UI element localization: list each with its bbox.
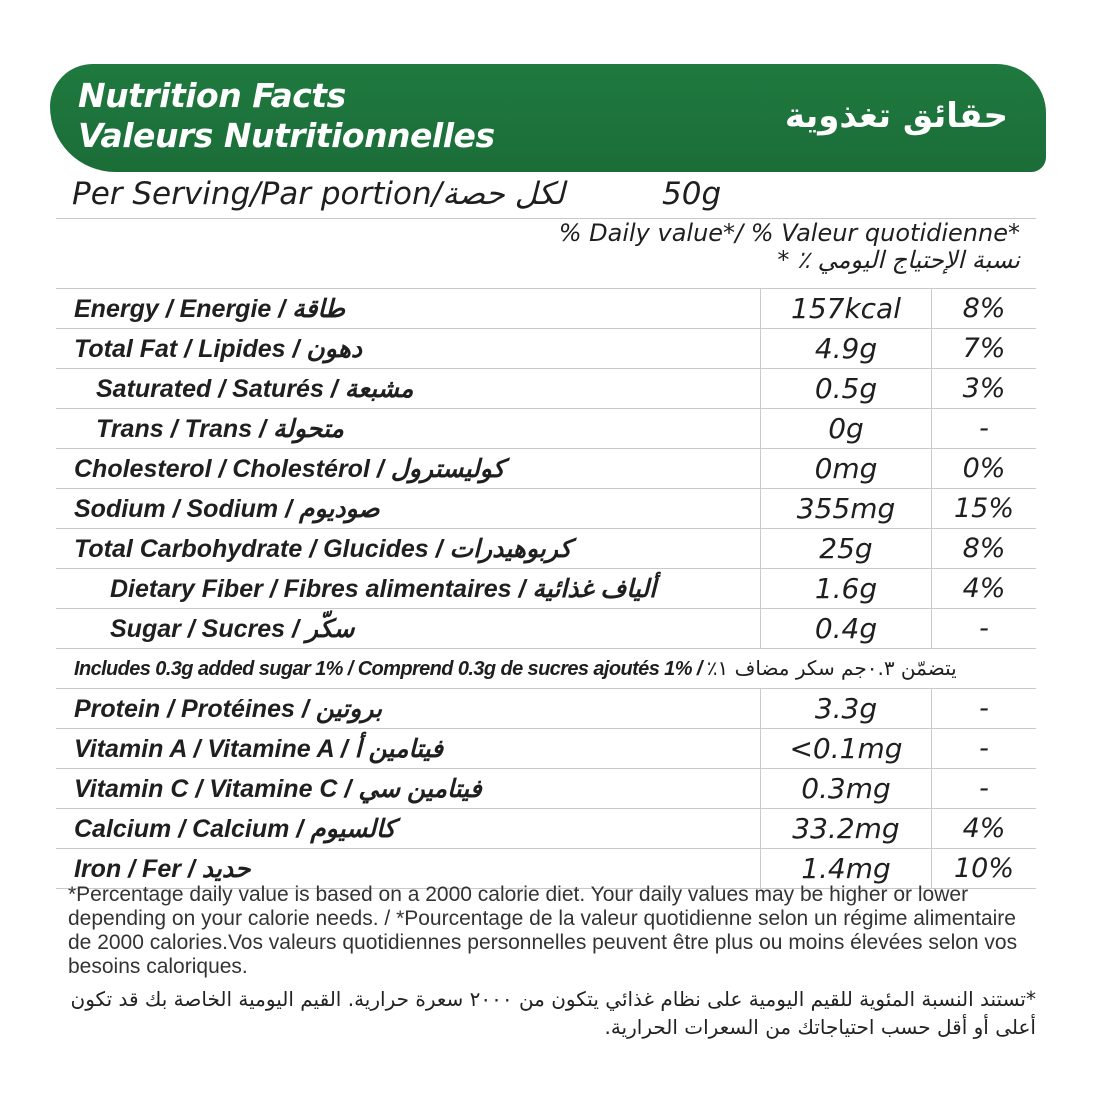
title-english: Nutrition Facts: [78, 76, 346, 115]
nutrient-name: Sugar / Sucres / سكّر: [56, 609, 761, 649]
nutrient-amount: 1.4mg: [761, 849, 932, 889]
added-sugar-text: Includes 0.3g added sugar 1% / Comprend 0.3g de sucres ajoutés 1% /: [74, 658, 702, 680]
nutrient-name: Energy / Energie / طاقة: [56, 289, 761, 329]
nutrient-name: Total Carbohydrate / Glucides / كربوهيدرات: [56, 529, 761, 569]
nutrient-name: Iron / Fer / حديد: [56, 849, 761, 889]
table-row: [56, 609, 1036, 649]
nutrient-daily-value: 8%: [932, 529, 1037, 569]
nutrient-daily-value: 0%: [932, 449, 1037, 489]
nutrient-daily-value: -: [932, 409, 1037, 449]
nutrient-amount: 0.4g: [761, 609, 932, 649]
table-row: [56, 769, 1036, 809]
header-banner: [50, 64, 1046, 172]
nutrient-amount: 0mg: [761, 449, 932, 489]
nutrition-table: [56, 288, 1036, 889]
table-row: [56, 409, 1036, 449]
added-sugar-text-arabic: يتضمّن ٠.٣جم سكر مضاف ١٪: [706, 656, 957, 680]
nutrient-amount: <0.1mg: [761, 729, 932, 769]
nutrient-amount: 25g: [761, 529, 932, 569]
nutrient-amount: 355mg: [761, 489, 932, 529]
table-row: [56, 369, 1036, 409]
nutrient-daily-value: -: [932, 729, 1037, 769]
nutrient-name: Calcium / Calcium / كالسيوم: [56, 809, 761, 849]
table-row: [56, 449, 1036, 489]
added-sugar-row: [56, 649, 1036, 689]
table-row: [56, 729, 1036, 769]
nutrient-amount: 0.5g: [761, 369, 932, 409]
serving-label: Per Serving/Par portion/لكل حصة: [72, 176, 565, 212]
nutrient-daily-value: 7%: [932, 329, 1037, 369]
table-row: [56, 289, 1036, 329]
nutrient-amount: 157kcal: [761, 289, 932, 329]
nutrient-daily-value: -: [932, 609, 1037, 649]
daily-value-label-arabic: نسبة الإحتياج اليومي ٪ *: [777, 246, 1020, 274]
added-sugar-note: [56, 649, 1036, 689]
nutrient-daily-value: -: [932, 769, 1037, 809]
title-arabic: حقائق تغذوية: [784, 96, 1008, 136]
nutrient-amount: 33.2mg: [761, 809, 932, 849]
nutrient-daily-value: 4%: [932, 569, 1037, 609]
nutrient-amount: 3.3g: [761, 689, 932, 729]
title-french: Valeurs Nutritionnelles: [78, 116, 495, 155]
nutrient-daily-value: 8%: [932, 289, 1037, 329]
nutrient-name: Trans / Trans / متحولة: [56, 409, 761, 449]
nutrient-name: Vitamin A / Vitamine A / فيتامين أ: [56, 729, 761, 769]
table-row: [56, 809, 1036, 849]
nutrient-daily-value: 15%: [932, 489, 1037, 529]
daily-value-label: % Daily value*/ % Valeur quotidienne*: [558, 219, 1020, 247]
footnote: *Percentage daily value is based on a 2000 calorie diet. Your daily values may be higher or lower depending on your calorie needs. / *Pourcentage de la valeur quotidienne selon un régime alimentaire de 2000 calories.Vos valeurs quotidiennes personnelles peuvent être plus ou moins élevées selon vos besoins caloriques.: [68, 883, 1018, 978]
nutrient-amount: 4.9g: [761, 329, 932, 369]
nutrient-amount: 1.6g: [761, 569, 932, 609]
nutrient-name: Vitamin C / Vitamine C / فيتامين سي: [56, 769, 761, 809]
nutrient-name: Protein / Protéines / بروتين: [56, 689, 761, 729]
nutrient-name: Saturated / Saturés / مشبعة: [56, 369, 761, 409]
nutrient-amount: 0.3mg: [761, 769, 932, 809]
table-row: [56, 489, 1036, 529]
footnote-arabic: *تستند النسبة المئوية للقيم اليومية على نظام غذائي يتكون من ٢٠٠٠ سعرة حرارية. القيم اليومية الخاصة بك قد تكون أعلى أو أقل حسب احتياجاتك من السعرات الحرارية.: [70, 987, 1036, 1039]
nutrient-daily-value: 4%: [932, 809, 1037, 849]
daily-value-heading: [559, 220, 1020, 274]
table-row: [56, 329, 1036, 369]
nutrient-name: Total Fat / Lipides / دهون: [56, 329, 761, 369]
table-row: [56, 529, 1036, 569]
nutrient-amount: 0g: [761, 409, 932, 449]
serving-amount: 50g: [662, 176, 722, 212]
nutrient-daily-value: 10%: [932, 849, 1037, 889]
nutrient-name: Sodium / Sodium / صوديوم: [56, 489, 761, 529]
table-row: [56, 569, 1036, 609]
table-row: [56, 689, 1036, 729]
nutrient-name: Cholesterol / Cholestérol / كوليسترول: [56, 449, 761, 489]
nutrient-name: Dietary Fiber / Fibres alimentaires / ألياف غذائية: [56, 569, 761, 609]
nutrient-daily-value: 3%: [932, 369, 1037, 409]
nutrient-daily-value: -: [932, 689, 1037, 729]
serving-size: [72, 176, 1002, 216]
